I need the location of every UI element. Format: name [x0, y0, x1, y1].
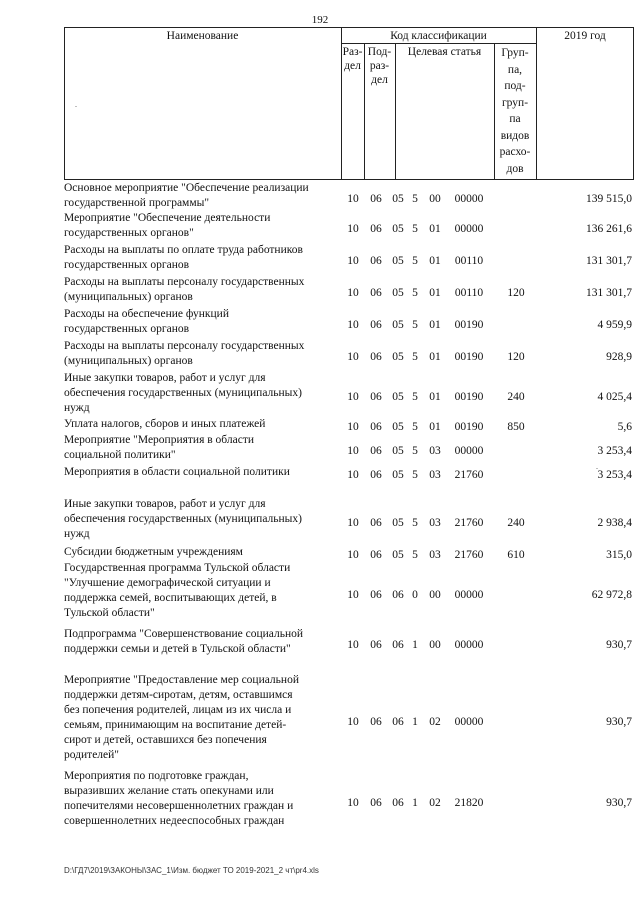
- code-vr: 120: [507, 351, 525, 363]
- amount-2019: 3 253,4: [597, 469, 632, 481]
- year-header: 2019 год: [564, 30, 606, 42]
- scan-dot: .: [75, 100, 77, 109]
- row-name: Расходы на выплаты персоналу государственных (муниципальных) органов: [64, 340, 305, 367]
- code-c: 01: [429, 255, 441, 267]
- amount-2019: 930,7: [606, 716, 632, 728]
- table-row: [0, 465, 640, 480]
- code-d: 21820: [454, 797, 484, 809]
- row-name: Основное мероприятие "Обеспечение реализации государственной программы": [64, 182, 309, 209]
- code-pr: 06: [370, 421, 382, 433]
- row-name: Мероприятие "Обеспечение деятельности государственных органов": [64, 212, 271, 239]
- row-name: Субсидии бюджетным учреждениям: [64, 546, 243, 558]
- code-a: 05: [392, 391, 404, 403]
- code-d: 00190: [454, 421, 484, 433]
- page-number: 192: [311, 14, 329, 26]
- code-a: 05: [392, 193, 404, 205]
- code-b: 5: [412, 517, 418, 529]
- row-name: Уплата налогов, сборов и иных платежей: [64, 418, 266, 430]
- code-rz: 10: [347, 549, 359, 561]
- row-name: Подпрограмма "Совершенствование социальной поддержки семьи и детей в Тульской области": [64, 628, 304, 655]
- code-d: 00000: [454, 716, 484, 728]
- table-row: [0, 417, 640, 432]
- code-d: 00000: [454, 445, 484, 457]
- code-d: 00110: [454, 287, 484, 299]
- code-a: 05: [392, 351, 404, 363]
- table-row: [0, 243, 640, 273]
- code-c: 01: [429, 391, 441, 403]
- table-row: [0, 211, 640, 241]
- code-c: 01: [429, 287, 441, 299]
- code-b: 5: [412, 255, 418, 267]
- code-c: 03: [429, 445, 441, 457]
- code-b: 5: [412, 223, 418, 235]
- code-c: 03: [429, 469, 441, 481]
- code-b: 1: [412, 716, 418, 728]
- code-rz: 10: [347, 797, 359, 809]
- code-d: 00110: [454, 255, 484, 267]
- code-rz: 10: [347, 319, 359, 331]
- code-rz: 10: [347, 193, 359, 205]
- amount-2019: 131 301,7: [586, 255, 632, 267]
- code-b: 5: [412, 391, 418, 403]
- row-name: Расходы на выплаты по оплате труда работников государственных органов: [64, 244, 303, 271]
- amount-2019: 930,7: [606, 639, 632, 651]
- code-vr: 240: [507, 391, 525, 403]
- table-row: [0, 627, 640, 657]
- amount-2019: 4 959,9: [597, 319, 632, 331]
- code-d: 21760: [454, 549, 484, 561]
- row-name: Мероприятия по подготовке граждан, выразивших желание стать опекунами или попечителями несовершеннолетних граждан и совершеннолетних недееспособных граждан: [64, 770, 294, 827]
- amount-2019: 3 253,4: [597, 445, 632, 457]
- code-a: 05: [392, 255, 404, 267]
- amount-2019: 2 938,4: [597, 517, 632, 529]
- table-row: [0, 307, 640, 337]
- code-rz: 10: [347, 421, 359, 433]
- code-rz: 10: [347, 639, 359, 651]
- table-row: [0, 545, 640, 560]
- table-row: [0, 497, 640, 542]
- code-pr: 06: [370, 469, 382, 481]
- table-row: [0, 433, 640, 463]
- table-row: [0, 181, 640, 211]
- code-a: 05: [392, 517, 404, 529]
- amount-2019: 131 301,7: [586, 287, 632, 299]
- amount-2019: 139 515,0: [586, 193, 632, 205]
- amount-2019: 4 025,4: [597, 391, 632, 403]
- code-rz: 10: [347, 223, 359, 235]
- code-pr: 06: [370, 351, 382, 363]
- code-a: 05: [392, 421, 404, 433]
- code-a: 05: [392, 469, 404, 481]
- amount-2019: 62 972,8: [591, 589, 632, 601]
- code-a: 06: [392, 797, 404, 809]
- row-name: Расходы на выплаты персоналу государственных (муниципальных) органов: [64, 276, 305, 303]
- code-d: 00190: [454, 319, 484, 331]
- code-pr: 06: [370, 445, 382, 457]
- code-pr: 06: [370, 319, 382, 331]
- code-pr: 06: [370, 193, 382, 205]
- amount-2019: 930,7: [606, 797, 632, 809]
- code-a: 05: [392, 445, 404, 457]
- code-c: 00: [429, 193, 441, 205]
- code-c: 01: [429, 351, 441, 363]
- code-b: 5: [412, 549, 418, 561]
- code-d: 00000: [454, 589, 484, 601]
- code-rz: 10: [347, 255, 359, 267]
- code-c: 01: [429, 421, 441, 433]
- row-name: Расходы на обеспечение функций государственных органов: [64, 308, 229, 335]
- column-name-header: Наименование: [166, 30, 239, 42]
- table-row: [0, 275, 640, 305]
- table-row: [0, 673, 640, 763]
- code-b: 5: [412, 469, 418, 481]
- code-c: 02: [429, 716, 441, 728]
- code-pr: 06: [370, 255, 382, 267]
- podrazdel-header: Под- раз- дел: [367, 46, 392, 86]
- code-a: 06: [392, 589, 404, 601]
- code-b: 1: [412, 797, 418, 809]
- row-name: Государственная программа Тульской области "Улучшение демографической ситуации и поддержка семей, воспитывающих детей, в Тульской области": [64, 562, 291, 619]
- code-b: 5: [412, 287, 418, 299]
- code-d: 00190: [454, 391, 484, 403]
- code-vr: 850: [507, 421, 525, 433]
- code-rz: 10: [347, 716, 359, 728]
- code-c: 01: [429, 223, 441, 235]
- code-vr: 610: [507, 549, 525, 561]
- code-d: 00000: [454, 193, 484, 205]
- amount-2019: 315,0: [606, 549, 632, 561]
- code-c: 03: [429, 549, 441, 561]
- amount-2019: 928,9: [606, 351, 632, 363]
- code-b: 5: [412, 351, 418, 363]
- code-a: 05: [392, 319, 404, 331]
- target-article-header: Целевая статья: [407, 46, 482, 58]
- code-b: 5: [412, 445, 418, 457]
- code-pr: 06: [370, 639, 382, 651]
- scan-dot: .: [596, 462, 598, 471]
- code-b: 5: [412, 193, 418, 205]
- code-vr: 240: [507, 517, 525, 529]
- code-rz: 10: [347, 391, 359, 403]
- table-row: [0, 769, 640, 829]
- code-b: 0: [412, 589, 418, 601]
- row-name: Иные закупки товаров, работ и услуг для обеспечения государственных (муниципальных) нужд: [64, 498, 302, 540]
- code-d: 21760: [454, 469, 484, 481]
- classification-header: Код классификации: [390, 30, 487, 42]
- code-pr: 06: [370, 716, 382, 728]
- code-d: 00000: [454, 223, 484, 235]
- row-name: Мероприятие "Мероприятия в области социальной политики": [64, 434, 254, 461]
- file-path-footer: D:\ГД7\2019\ЗАКОНЫ\ЗАС_1\Изм. бюджет ТО 2019-2021_2 чт\pr4.xls: [64, 866, 319, 875]
- code-pr: 06: [370, 223, 382, 235]
- code-pr: 06: [370, 391, 382, 403]
- code-b: 5: [412, 421, 418, 433]
- code-pr: 06: [370, 589, 382, 601]
- code-b: 1: [412, 639, 418, 651]
- code-pr: 06: [370, 287, 382, 299]
- code-pr: 06: [370, 517, 382, 529]
- code-rz: 10: [347, 351, 359, 363]
- amount-2019: 136 261,6: [586, 223, 632, 235]
- code-rz: 10: [347, 469, 359, 481]
- code-pr: 06: [370, 549, 382, 561]
- code-d: 00190: [454, 351, 484, 363]
- code-pr: 06: [370, 797, 382, 809]
- table-row: [0, 561, 640, 621]
- code-c: 01: [429, 319, 441, 331]
- code-a: 06: [392, 639, 404, 651]
- group-header: Груп- па, под- груп- па видов расхо- дов: [499, 47, 531, 175]
- code-c: 03: [429, 517, 441, 529]
- code-vr: 120: [507, 287, 525, 299]
- table-row: [0, 371, 640, 416]
- code-b: 5: [412, 319, 418, 331]
- code-c: 02: [429, 797, 441, 809]
- row-name: Мероприятие "Предоставление мер социальной поддержки детям-сиротам, детям, оставшимся без попечения родителей, лицам из их числа и семьям, принимающим на воспитание детей- сирот и детей, оставшихся без попечения родителей": [64, 674, 299, 761]
- code-a: 06: [392, 716, 404, 728]
- code-c: 00: [429, 589, 441, 601]
- amount-2019: 5,6: [617, 421, 632, 433]
- code-rz: 10: [347, 445, 359, 457]
- razdel-header: Раз- дел: [342, 46, 363, 72]
- code-rz: 10: [347, 589, 359, 601]
- code-a: 05: [392, 549, 404, 561]
- code-a: 05: [392, 287, 404, 299]
- table-row: [0, 339, 640, 369]
- code-rz: 10: [347, 287, 359, 299]
- code-a: 05: [392, 223, 404, 235]
- code-d: 00000: [454, 639, 484, 651]
- code-rz: 10: [347, 517, 359, 529]
- row-name: Иные закупки товаров, работ и услуг для обеспечения государственных (муниципальных) нужд: [64, 372, 302, 414]
- code-d: 21760: [454, 517, 484, 529]
- code-c: 00: [429, 639, 441, 651]
- table-header: [64, 27, 634, 180]
- row-name: Мероприятия в области социальной политики: [64, 466, 290, 478]
